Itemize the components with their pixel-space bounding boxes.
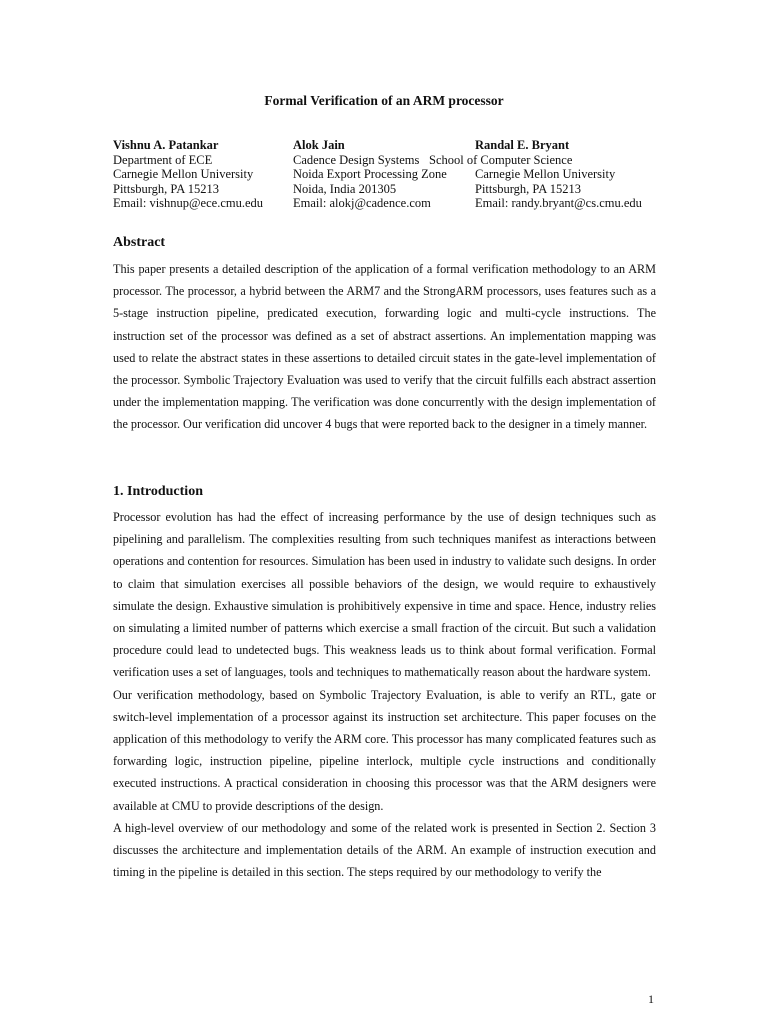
author-email: Email: alokj@cadence.com [293, 196, 431, 210]
author-org: Carnegie Mellon University [113, 167, 254, 181]
intro-paragraph: A high-level overview of our methodology and some of the related work is presented in Section 2. Section 3 discusses the architecture and implementation details of the ARM. An example of instruction execution and timing in the pipeline is detailed in this section. The steps required by our methodology to verify the [113, 820, 656, 880]
author-addr: Noida, India 201305 [293, 181, 397, 196]
author-name: Alok Jain [293, 138, 345, 152]
author-email-row [113, 196, 673, 211]
author-dept: Cadence Design Systems [293, 152, 420, 167]
author-org-row [113, 167, 673, 182]
abstract-heading: Abstract [113, 235, 166, 250]
author-addr: Pittsburgh, PA 15213 [113, 181, 219, 196]
author-name: Vishnu A. Patankar [113, 138, 219, 152]
author-name: Randal E. Bryant [475, 138, 570, 152]
author-block [113, 138, 673, 211]
abstract-body [113, 258, 656, 436]
author-dept: School of Computer Science [429, 152, 573, 167]
page-number: 1 [648, 992, 654, 1006]
author-names-row [113, 138, 673, 153]
author-email: Email: randy.bryant@cs.cmu.edu [475, 196, 642, 210]
author-dept: Department of ECE [113, 152, 213, 167]
introduction-body [113, 506, 656, 883]
intro-paragraph: Our verification methodology, based on Symbolic Trajectory Evaluation, is able to verify an RTL, gate or switch-level implementation of a processor against its instruction set architecture. This paper focuses on the application of this methodology to verify the ARM core. This processor has many complicated features such as forwarding logic, instruction pipeline, pipeline interlock, multiple cycle instructions and conditionally executed instructions. A practical consideration in choosing this processor was that the ARM designers were available at CMU to provide descriptions of the design. [113, 687, 656, 813]
intro-paragraph: Processor evolution has had the effect of increasing performance by the use of design techniques such as pipelining and parallelism. The complexities resulting from such techniques manifest as interactions between operations and contention for resources. Simulation has been used in industry to validate such designs. In order to claim that simulation exercises all possible behaviors of the design, we would require to exhaustively simulate the design. Exhaustive simulation is prohibitively expensive in time and space. Hence, industry relies on simulating a limited number of patterns which exercise a small fraction of the circuit. But such a validation procedure could lead to undetected bugs. This weakness leads us to think about formal verification. Formal verification uses a set of languages, tools and techniques to mathematically reason about the hardware system. [113, 510, 656, 680]
abstract-paragraph: This paper presents a detailed description of the application of a formal verification methodology to an ARM processor. The processor, a hybrid between the ARM7 and the StrongARM processors, uses features such as a 5-stage instruction pipeline, predicated execution, forwarding logic and multi-cycle instructions. The instruction set of the processor was defined as a set of abstract assertions. An implementation mapping was used to relate the abstract states in these assertions to detailed circuit states in the gate-level implementation of the processor. Symbolic Trajectory Evaluation was used to verify that the circuit fulfills each abstract assertion under the implementation mapping. The verification was done concurrently with the design implementation of the processor. Our verification did uncover 4 bugs that were reported back to the designer in a timely manner. [113, 262, 656, 432]
author-org: Noida Export Processing Zone [293, 167, 447, 181]
author-addr-row [113, 182, 673, 197]
paper-title: Formal Verification of an ARM processor [264, 93, 504, 108]
author-dept-row [113, 153, 673, 168]
introduction-heading: 1. Introduction [113, 484, 203, 499]
author-org: Carnegie Mellon University [475, 167, 616, 181]
author-addr: Pittsburgh, PA 15213 [475, 181, 581, 196]
author-email: Email: vishnup@ece.cmu.edu [113, 196, 264, 210]
